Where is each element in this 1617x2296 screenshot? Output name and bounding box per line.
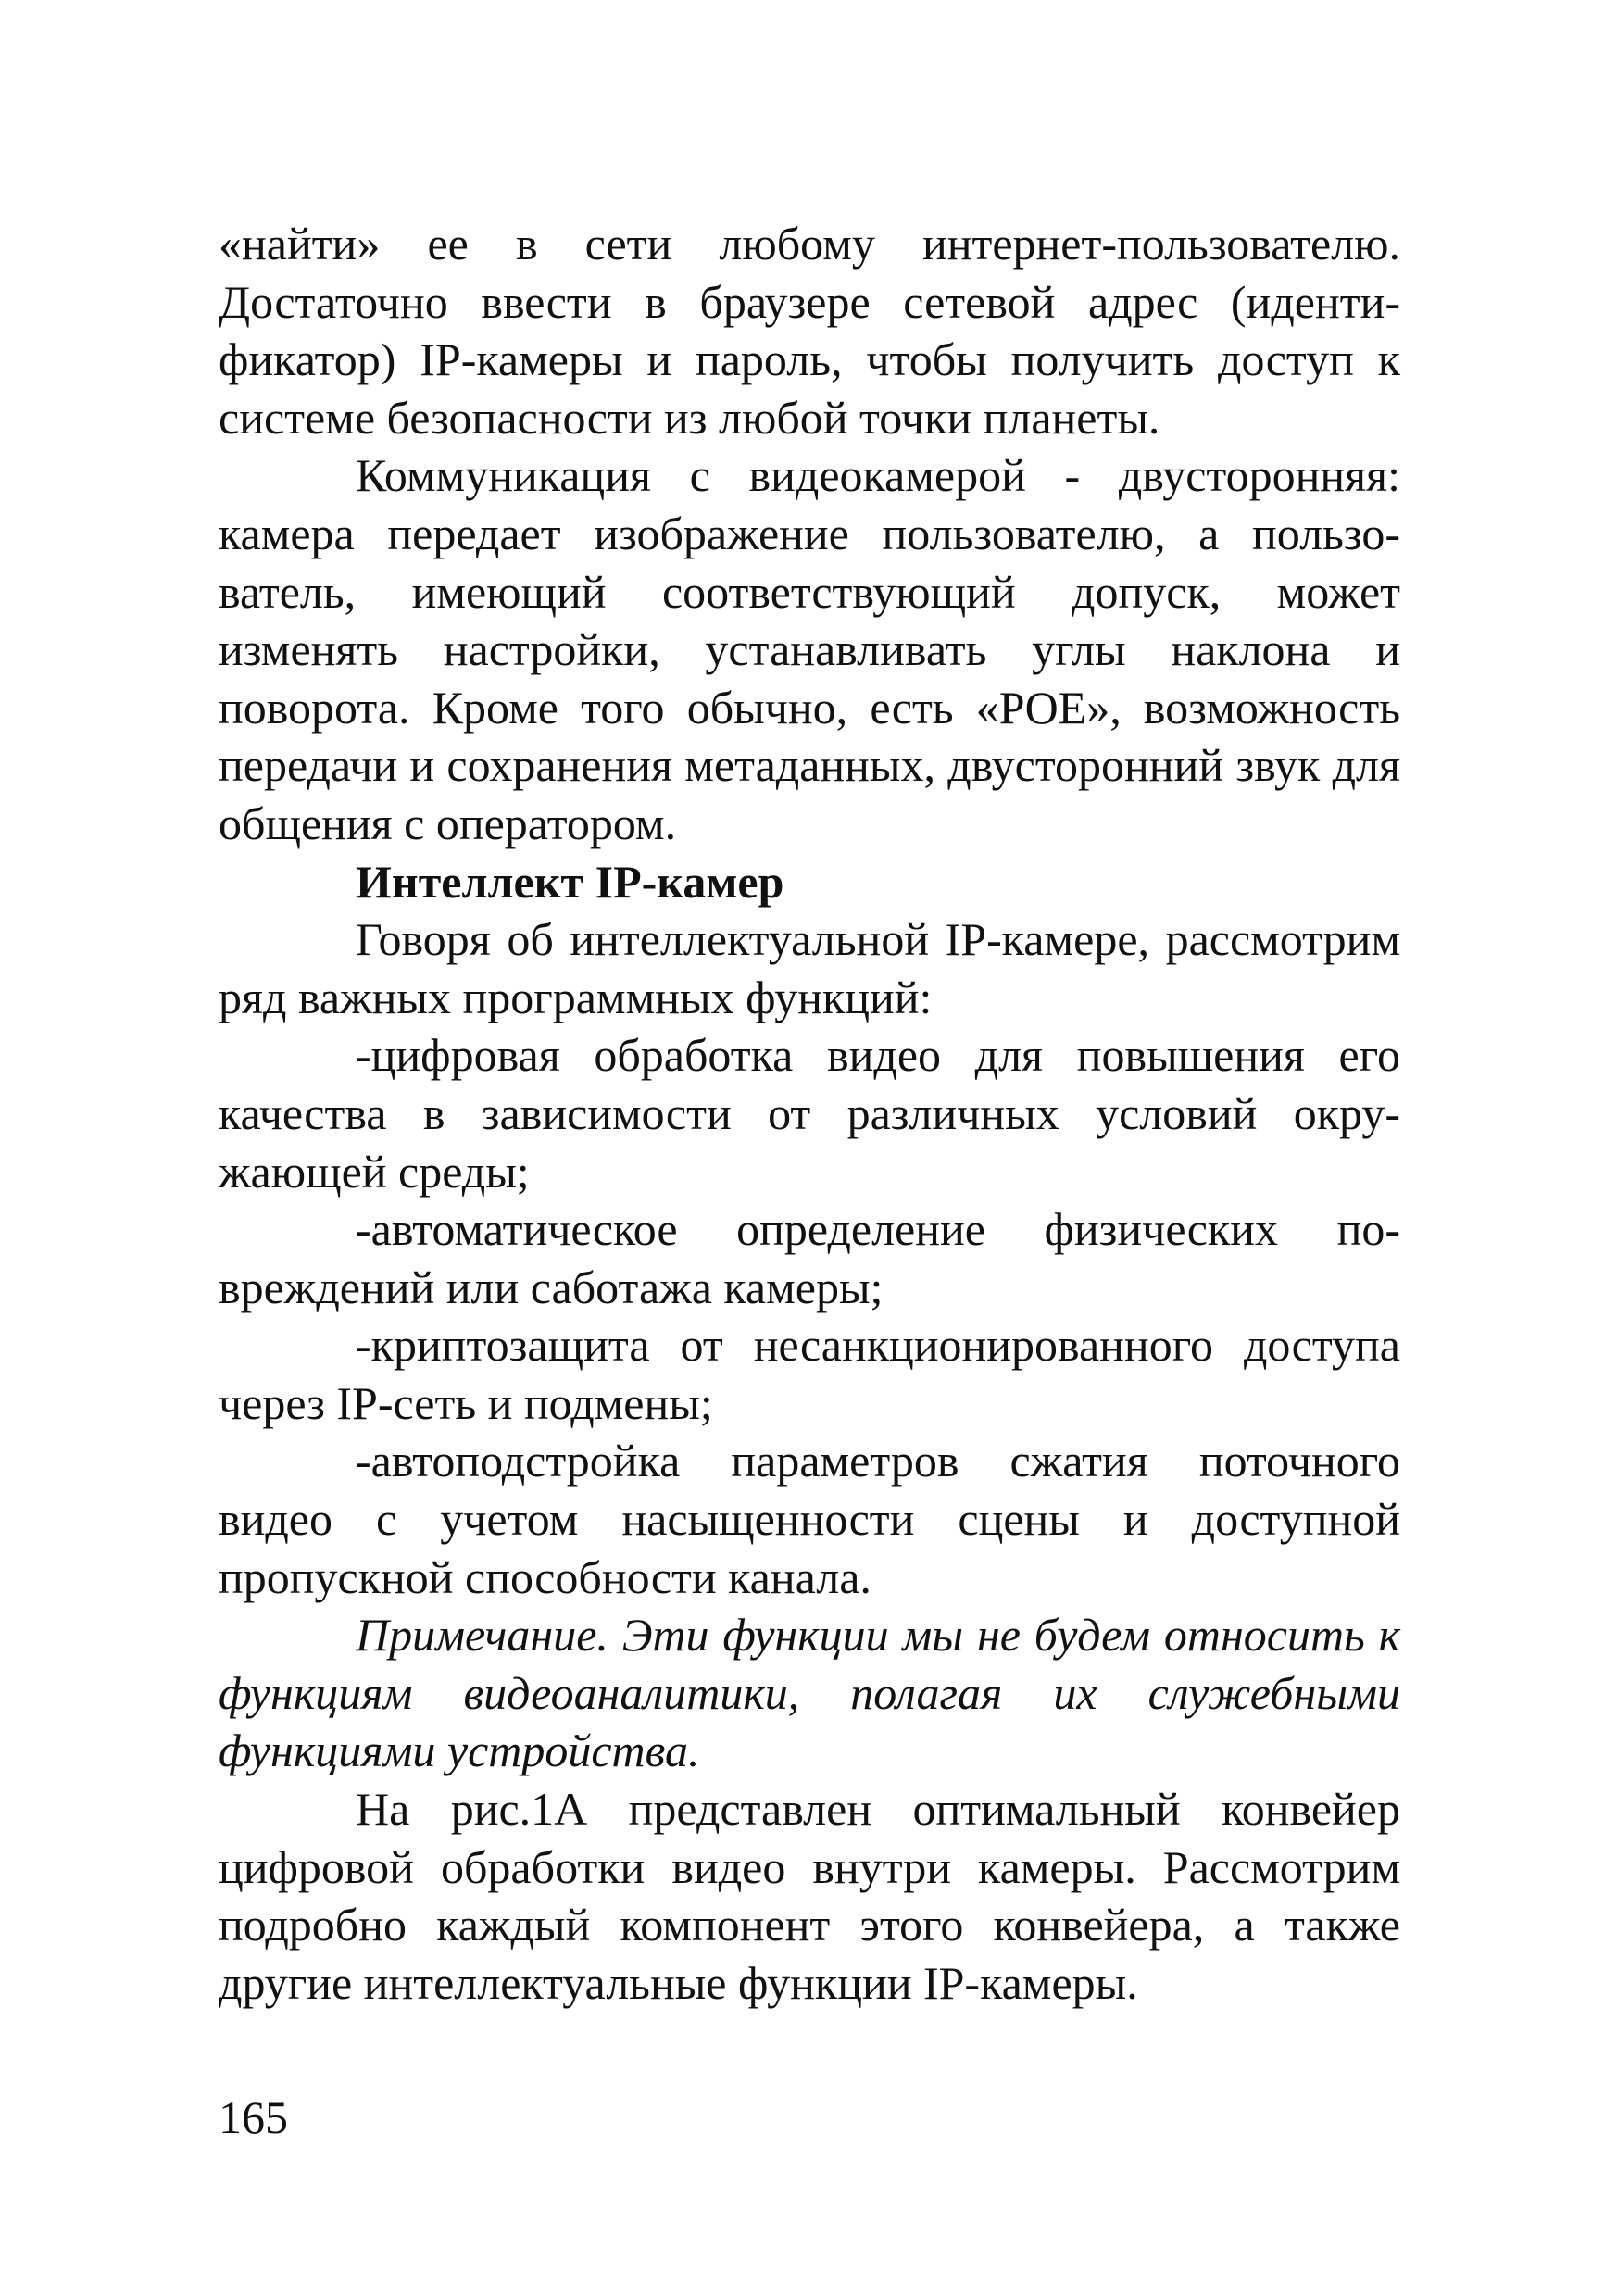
list-item-crypto-protection: -криптозащита от несанкционированного доступа через IP-сеть и подмены; — [219, 1319, 1400, 1429]
paragraph-closing: На рис.1А представлен оптимальный конвейер цифровой обработки видео внутри камеры. Рассмотрим подробно каждый компонент этого конвейера, а также другие интеллектуальные функции IP-камеры. — [219, 1783, 1400, 2009]
paragraph-communication: Коммуникация с видеокамерой - двусторонняя: камера передает изображение пользователю, а пользователь, имеющий соответствующий допуск, может изменять настройки, устанавливать углы наклона и поворота. Кроме того обычно, есть «POE», возможность передачи и сохранения метаданных, двусторонний звук для общения с оператором. — [219, 449, 1400, 849]
page-body — [219, 215, 1400, 2012]
paragraph-continuation: «найти» ее в сети любому интернет-пользователю. Достаточно ввести в браузере сетевой адрес (идентификатор) IP-камеры и пароль, чтобы получить доступ к системе безопасности из любой точки планеты. — [219, 218, 1400, 444]
paragraph-intro: Говоря об интеллектуальной IP-камере, рассмотрим ряд важных программных функций: — [219, 913, 1400, 1023]
section-heading: Интеллект IP-камер — [356, 855, 784, 908]
list-item-tamper-detection: -автоматическое определение физических повреждений или саботажа камеры; — [219, 1203, 1400, 1313]
list-item-video-processing: -цифровая обработка видео для повышения его качества в зависимости от различных условий окружающей среды; — [219, 1029, 1400, 1198]
note-paragraph: Примечание. Эти функции мы не будем относить к функциям видеоаналитики, полагая их служебными функциями устройства. — [219, 1609, 1400, 1777]
page-number: 165 — [219, 2091, 288, 2143]
list-item-compression-tuning: -автоподстройка параметров сжатия поточного видео с учетом насыщенности сцены и доступной пропускной способности канала. — [219, 1435, 1400, 1603]
